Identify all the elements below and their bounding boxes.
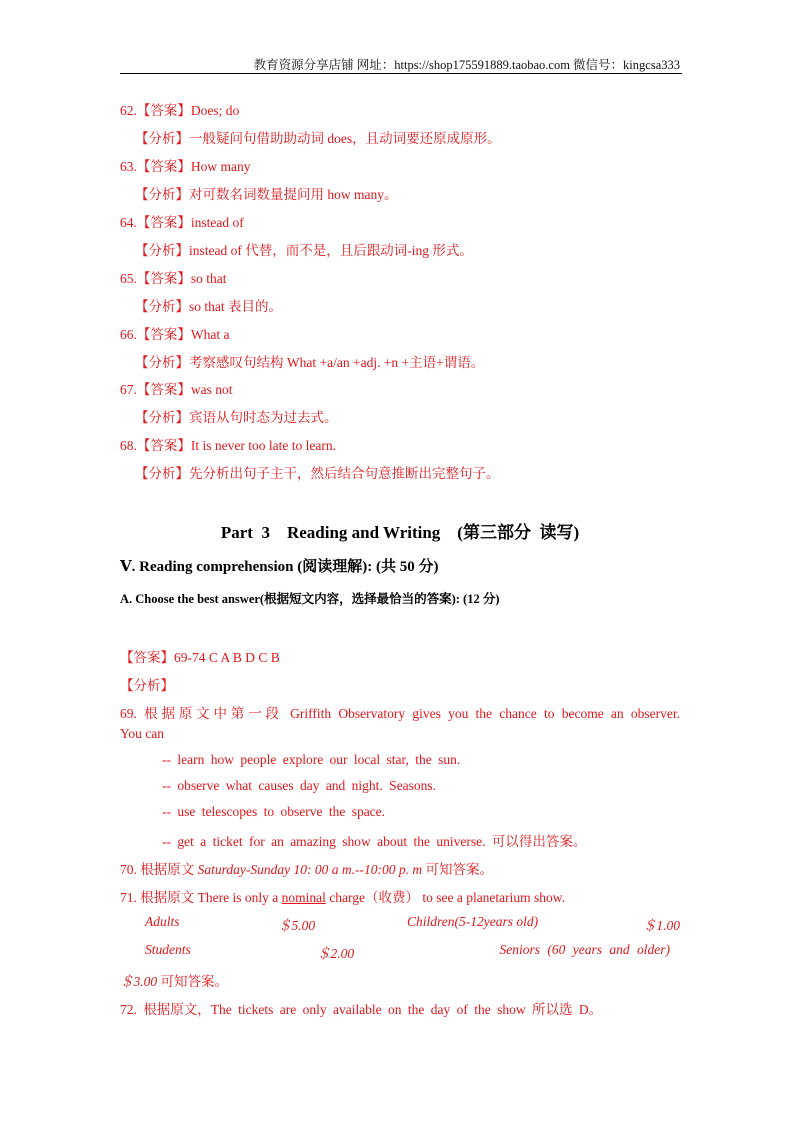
q69-bullet-4: -- get a ticket for an amazing show about the universe. 可以得出答案。 [162, 834, 587, 849]
q71-nominal: nominal [281, 890, 326, 905]
q70-time: Saturday-Sunday 10: 00 a m.--10:00 p. m [197, 862, 423, 877]
q69-bullet-3: -- use telescopes to observe the space. [162, 804, 386, 819]
analysis-63: 【分析】对可数名词数量提问用 how many。 [135, 187, 398, 202]
page-header: 教育资源分享店铺 网址：https://shop175591889.taobao.com 微信号：kingcsa333 [253, 58, 680, 72]
q70 [120, 858, 493, 878]
students-label: Students [145, 942, 191, 957]
analysis-62: 【分析】一般疑问句借助助动词 does，且动词要还原成原形。 [135, 131, 501, 146]
analysis-66: 【分析】考察感叹句结构 What +a/an +adj. +n +主语+谓语。 [135, 355, 485, 370]
price-row-1 [145, 914, 680, 932]
q69-bullet-1: -- learn how people explore our local star, the sun. [162, 752, 461, 767]
answer-68: 68.【答案】It is never too late to learn. [120, 438, 336, 453]
seniors-price: ＄3.00 [120, 974, 158, 989]
analysis-label: 【分析】 [120, 678, 174, 693]
q71-tail: 可知答案。 [157, 974, 228, 989]
analysis-65: 【分析】so that 表目的。 [135, 299, 282, 314]
part-title: Part 3 Reading and Writing (第三部分 读写) [220, 523, 580, 542]
analysis-67: 【分析】宾语从句时态为过去式。 [135, 410, 338, 425]
answer-64: 64.【答案】instead of [120, 215, 244, 230]
q71-prefix: 71. 根据原文 There is only a [120, 890, 282, 905]
q71 [120, 886, 565, 906]
q71-suffix: charge（收费） to see a planetarium show. [325, 890, 566, 905]
seniors-label: Seniors (60 years and older) [499, 942, 670, 957]
answer-66: 66.【答案】What a [120, 327, 230, 342]
children-price: ＄1.00 [642, 918, 680, 933]
answer-63: 63.【答案】How many [120, 159, 251, 174]
section-a-heading: A. Choose the best answer(根据短文内容，选择最恰当的答案): (12 分) [120, 592, 500, 606]
answer-62: 62.【答案】Does; do [120, 103, 240, 118]
students-price: ＄2.00 [317, 946, 355, 961]
q70-prefix: 70. 根据原文 [120, 862, 198, 877]
analysis-64: 【分析】instead of 代替，而不是，且后跟动词-ing 形式。 [135, 243, 473, 258]
price-row-2 [145, 942, 680, 960]
q70-suffix: 可知答案。 [422, 862, 493, 877]
q69-bullet-2: -- observe what causes day and night. Seasons. [162, 778, 437, 793]
q69-line2: You can [120, 726, 165, 741]
analysis-68: 【分析】先分析出句子主干，然后结合句意推断出完整句子。 [135, 466, 500, 481]
q72: 72. 根据原文，The tickets are only available on the day of the show 所以选 D。 [120, 1002, 603, 1017]
section-v-heading: Ⅴ. Reading comprehension (阅读理解): (共 50 分) [120, 559, 439, 575]
answer-65: 65.【答案】so that [120, 271, 227, 286]
answer-key: 【答案】69-74 C A B D C B [120, 650, 280, 665]
q69-line1: 69. 根据原文中第一段 Griffith Observatory gives you the chance to become an observer. [120, 706, 680, 721]
adults-label: Adults [145, 914, 180, 929]
adults-price: ＄5.00 [278, 918, 316, 933]
seniors-price-line [120, 970, 228, 990]
header-rule [120, 73, 682, 74]
children-label: Children(5-12years old) [407, 914, 539, 929]
answer-67: 67.【答案】was not [120, 382, 233, 397]
